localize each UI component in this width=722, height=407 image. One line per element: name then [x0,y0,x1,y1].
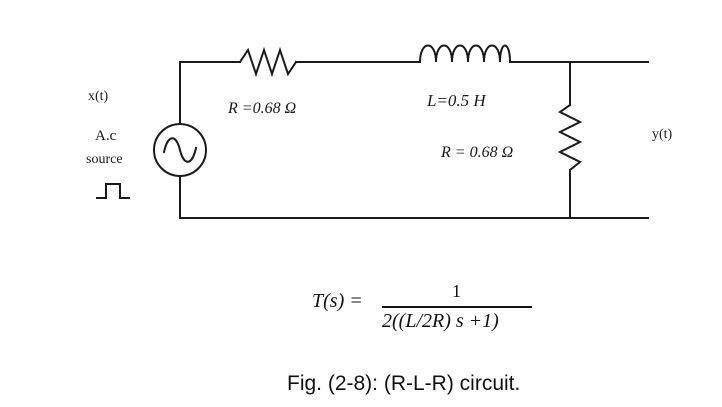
inductor [420,46,510,63]
shunt-resistor [560,105,580,170]
formula-numerator: 1 [452,281,461,301]
output-signal-label: y(t) [652,127,673,142]
shunt-resistor-label: R = 0.68 Ω [441,144,514,161]
series-resistor [240,50,296,74]
source-label-line1: A.c [95,128,117,144]
source-label-line2: source [86,152,123,167]
ac-sine-source-icon [154,124,206,176]
figure-caption: Fig. (2-8): (R-L-R) circuit. [287,372,521,395]
formula-fraction-bar [382,306,532,308]
square-pulse-icon [94,180,134,202]
series-resistor-label: R =0.68 Ω [228,100,297,117]
formula-lhs: T(s) = [312,290,363,312]
formula-denominator: 2((L/2R) s +1) [382,310,499,332]
inductor-label: L=0.5 H [427,91,486,110]
input-signal-label: x(t) [88,89,109,104]
